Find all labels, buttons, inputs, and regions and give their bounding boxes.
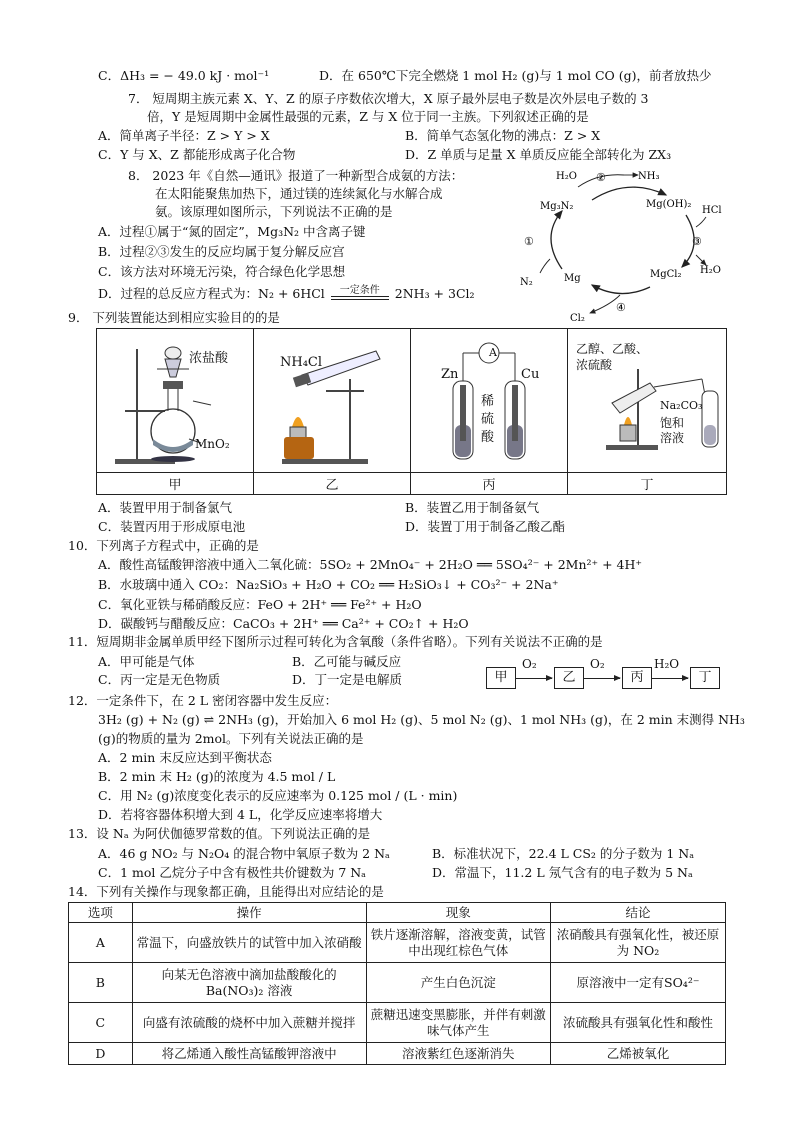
cycle-h2o-right: H₂O: [700, 265, 721, 276]
cycle-mg: Mg: [564, 273, 581, 284]
apparatus-table: [96, 328, 727, 495]
q13-option-a: A．46 g NO₂ 与 N₂O₄ 的混合物中氧原子数为 2 Nₐ: [98, 846, 390, 861]
q10-option-b: B．水玻璃中通入 CO₂：Na₂SiO₃ + H₂O + CO₂ ══ H₂SiO₃↓ + CO₃²⁻ + 2Na⁺: [98, 577, 559, 592]
q8-eq-line-2: [331, 299, 389, 300]
q8-stem-cont2: 氨。该原理如图所示，下列说法不正确的是: [155, 204, 393, 219]
cycle-h2o-top: H₂O: [556, 171, 577, 182]
table-row: [69, 1003, 726, 1043]
q14-cell-b-operation: 向某无色溶液中滴加盐酸酸化的 Ba(NO₃)₂ 溶液: [132, 963, 366, 1003]
q13-stem: 13．设 Nₐ 为阿伏伽德罗常数的值。下列说法正确的是: [68, 826, 371, 841]
q14-cell-b-conclusion: 原溶液中一定有SO₄²⁻: [550, 963, 725, 1003]
q11-option-a: A．甲可能是气体: [98, 654, 195, 669]
q8-stem: 8． 2023 年《自然—通讯》报道了一种新型合成氨的方法：: [128, 168, 464, 183]
q14-cell-d-operation: 将乙烯通入酸性高锰酸钾溶液中: [132, 1043, 366, 1065]
q14-header-conclusion: 结论: [550, 903, 725, 923]
apparatus-yi-drawing: [254, 329, 410, 469]
bing-label-cu: Cu: [521, 367, 540, 382]
q12-stem-cont: (g)的物质的量为 2mol。下列有关说法正确的是: [98, 731, 364, 746]
cycle-mgoh2: Mg(OH)₂: [646, 199, 692, 210]
q13-option-d: D．常温下，11.2 L 氖气含有的电子数为 5 Nₐ: [432, 865, 693, 880]
q8-option-d-right: 2NH₃ + 3Cl₂: [394, 286, 475, 301]
q9-option-d: D．装置丁用于制备乙酸乙酯: [405, 519, 566, 534]
q14-cell-c-operation: 向盛有浓硫酸的烧杯中加入蔗糖并搅拌: [132, 1003, 366, 1043]
q7-stem: 7． 短周期主族元素 X、Y、Z 的原子序数依次增大，X 原子最外层电子数是次外层电子数的 3: [128, 91, 649, 106]
q14-header-row: [69, 903, 726, 923]
q8-condition-text: 一定条件: [339, 285, 380, 296]
apparatus-bing: [411, 329, 568, 473]
q14-header-option: 选项: [69, 903, 133, 923]
q13-option-b: B．标准状况下，22.4 L CS₂ 的分子数为 1 Nₐ: [432, 846, 695, 861]
flow-arrow-3: [652, 678, 688, 679]
q13-option-c: C．1 mol 乙烷分子中含有极性共价键数为 7 Nₐ: [98, 865, 366, 880]
q8-option-a: A．过程①属于“氮的固定”，Mg₃N₂ 中含离子键: [98, 224, 366, 239]
q9-option-c: C．装置丙用于形成原电池: [98, 519, 246, 534]
q12-option-d: D．若将容器体积增大到 4 L，化学反应速率将增大: [98, 807, 383, 822]
yi-label-reagent: NH₄Cl: [280, 355, 323, 370]
q7-stem-cont: 倍，Y 是短周期中金属性最强的元素，Z 与 X 位于同一主族。下列叙述正确的是: [147, 109, 589, 124]
ding-label-reagent: 乙醇、乙酸、浓硫酸: [576, 342, 649, 372]
q7-option-d: D．Z 单质与足量 X 单质反应能全部转化为 ZX₃: [405, 147, 672, 162]
q12-option-c: C．用 N₂ (g)浓度变化表示的反应速率为 0.125 mol / (L · min): [98, 788, 458, 803]
apparatus-yi: [254, 329, 411, 473]
q14-cell-c-option: C: [69, 1003, 133, 1043]
q14-cell-b-option: B: [69, 963, 133, 1003]
q6-option-c: C．ΔH₃ = − 49.0 kJ · mol⁻¹: [98, 68, 270, 83]
cycle-num-2: ②: [596, 171, 606, 184]
q8-stem-cont1: 在太阳能聚焦加热下，通过镁的连续氮化与水解合成: [155, 186, 443, 201]
q12-equation: 3H₂ (g) + N₂ (g) ⇌ 2NH₃ (g)，开始加入 6 mol H₂ (g)、5 mol N₂ (g)、1 mol NH₃ (g)，在 2 min 末测得 NH₃: [98, 712, 745, 727]
q10-option-a: A．酸性高锰酸钾溶液中通入二氧化硫：5SO₂ + 2MnO₄⁻ + 2H₂O ══ 5SO₄²⁻ + 2Mn²⁺ + 4H⁺: [98, 557, 643, 572]
flow-box-yi: 乙: [554, 667, 584, 689]
q14-cell-d-conclusion: 乙烯被氧化: [550, 1043, 725, 1065]
cycle-cl2: Cl₂: [570, 313, 585, 324]
q7-option-b: B．简单气态氢化物的沸点：Z > X: [405, 128, 601, 143]
q14-cell-a-option: A: [69, 923, 133, 963]
q14-stem: 14．下列有关操作与现象都正确，且能得出对应结论的是: [68, 884, 384, 899]
flow-box-bing: 丙: [622, 667, 652, 689]
q10-option-c: C．氧化亚铁与稀硝酸反应：FeO + 2H⁺ ══ Fe²⁺ + H₂O: [98, 597, 422, 612]
table-row: [69, 1043, 726, 1065]
q7-option-a: A．简单离子半径：Z > Y > X: [98, 128, 270, 143]
q7-option-c: C．Y 与 X、Z 都能形成离子化合物: [98, 147, 296, 162]
cycle-mg3n2: Mg₃N₂: [540, 201, 574, 212]
q8-condition: [329, 282, 391, 299]
cycle-nh3: NH₃: [638, 171, 660, 182]
q8-option-d: [98, 285, 475, 304]
flow-label-h2o: H₂O: [654, 657, 680, 671]
q6-option-d: D．在 650℃下完全燃烧 1 mol H₂ (g)与 1 mol CO (g)，前者放热少: [319, 68, 712, 83]
mg-cycle-diagram: [520, 165, 730, 325]
bing-ammeter: A: [489, 346, 497, 359]
caption-jia: 甲: [97, 473, 254, 495]
q14-header-phenomenon: 现象: [366, 903, 550, 923]
flow-arrow-2: [584, 678, 620, 679]
jia-label-solid: MnO₂: [195, 437, 230, 451]
q14-cell-c-conclusion: 浓硫酸具有强氧化性和酸性: [550, 1003, 725, 1043]
q8-eq-line-1: [331, 296, 389, 297]
bing-label-acid: 稀硫酸: [481, 394, 495, 445]
cycle-num-4: ④: [616, 301, 626, 314]
cycle-n2: N₂: [520, 277, 533, 288]
cycle-hcl: HCl: [702, 205, 722, 216]
q12-stem: 12．一定条件下，在 2 L 密闭容器中发生反应：: [68, 693, 338, 708]
flow-box-jia: 甲: [486, 667, 516, 689]
caption-ding: 丁: [568, 473, 727, 495]
q11-option-c: C．丙一定是无色物质: [98, 672, 221, 687]
q9-stem: 9． 下列装置能达到相应实验目的的是: [68, 310, 280, 325]
bing-label-zn: Zn: [441, 367, 459, 382]
table-row: [69, 923, 726, 963]
q14-cell-a-operation: 常温下，向盛放铁片的试管中加入浓硝酸: [132, 923, 366, 963]
flow-label-o2-1: O₂: [522, 657, 537, 671]
cycle-mgcl2: MgCl₂: [650, 269, 682, 280]
flow-box-ding: 丁: [690, 667, 720, 689]
q11-option-d: D．丁一定是电解质: [292, 672, 403, 687]
cycle-num-3: ③: [692, 235, 702, 248]
q14-table: [68, 902, 726, 1065]
ding-label-sol1: Na₂CO₃: [660, 399, 703, 412]
table-row: [69, 963, 726, 1003]
q9-option-b: B．装置乙用于制备氨气: [405, 500, 540, 515]
q12-option-a: A．2 min 末反应达到平衡状态: [98, 750, 272, 765]
q11-stem: 11．短周期非金属单质甲经下图所示过程可转化为含氧酸（条件省略）。下列有关说法不正确的是: [68, 634, 603, 649]
q10-option-d: D．碳酸钙与醋酸反应：CaCO₃ + 2H⁺ ══ Ca²⁺ + CO₂↑ + H₂O: [98, 616, 469, 631]
ding-label-sol2: 饱和: [660, 416, 685, 430]
caption-bing: 丙: [411, 473, 568, 495]
cycle-num-1: ①: [524, 235, 534, 248]
caption-yi: 乙: [254, 473, 411, 495]
q11-option-b: B．乙可能与碱反应: [292, 654, 402, 669]
q8-option-c: C．该方法对环境无污染，符合绿色化学思想: [98, 264, 346, 279]
q8-option-d-left: D．过程的总反应方程式为：N₂ + 6HCl: [98, 286, 325, 301]
q14-cell-d-phenomenon: 溶液紫红色逐渐消失: [366, 1043, 550, 1065]
q14-header-operation: 操作: [132, 903, 366, 923]
q8-option-b: B．过程②③发生的反应均属于复分解反应宫: [98, 244, 345, 259]
apparatus-ding: [568, 329, 727, 473]
q14-cell-a-conclusion: 浓硝酸具有强氧化性，被还原为 NO₂: [550, 923, 725, 963]
flow-arrow-1: [516, 678, 552, 679]
q9-option-a: A．装置甲用于制备氯气: [98, 500, 233, 515]
q14-cell-a-phenomenon: 铁片逐渐溶解，溶液变黄，试管中出现红棕色气体: [366, 923, 550, 963]
q10-stem: 10．下列离子方程式中，正确的是: [68, 538, 259, 553]
flow-label-o2-2: O₂: [590, 657, 605, 671]
q12-option-b: B．2 min 末 H₂ (g)的浓度为 4.5 mol / L: [98, 769, 336, 784]
q14-cell-b-phenomenon: 产生白色沉淀: [366, 963, 550, 1003]
q14-cell-d-option: D: [69, 1043, 133, 1065]
apparatus-jia: [97, 329, 254, 473]
q14-cell-c-phenomenon: 蔗糖迅速变黑膨胀，并伴有刺激味气体产生: [366, 1003, 550, 1043]
ding-label-sol3: 溶液: [660, 431, 685, 445]
jia-label-acid: 浓盐酸: [189, 351, 229, 366]
